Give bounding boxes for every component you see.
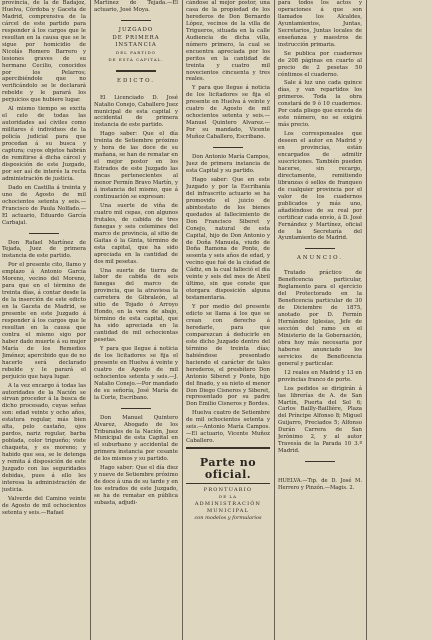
divider: [29, 233, 59, 234]
col4-paragraph: Se publica por cuadernos de 208 páginas en cuarto al precio de 2 pesetas 50 céntimos el cuaderno.: [278, 50, 362, 78]
imprint: HUELVA.—Tip. de D. José M. Herrero y Pinzón.—Magis. 2.: [278, 478, 362, 492]
column-3: [186, 0, 270, 640]
section-title: Parte no oficial.: [199, 456, 257, 482]
col4-paragraph: para todos los actos y operaciones á que son llamados los Alcaldes, Ayuntamientos, Juntas, Secretarios, Juntas locales de enseñanza y maestros de instrucción primaria.: [278, 0, 362, 48]
divider: [121, 20, 151, 21]
col2-paragraph: Don Manuel Quintero Alvarez, Abogado de los Tribunales de la Nación, Juez Municipal de esta Capital en el suburbano y accidental de primera instancia por cesante de los mismos y su partido.: [94, 414, 178, 463]
column-rule: [366, 0, 367, 640]
col1-paragraph: provincia, de la de Badajoz, Huelva, Córdoba y Gaceta de Madrid, comprensiva de la cárcel de este partido para responder á los cargos que le resultan en la causa que se le sigue por homicidio de Nicolás Romero Barrero y lesiones graves de su hermano Cecilio, conocidos por los Pelarros; apercibiéndole que no verificándolo se le declarará rebelde y le parará los perjuicios que hubiere lugar.: [2, 0, 86, 104]
edicto-heading: EDICTO.: [117, 77, 155, 84]
col2-paragraph: El Licenciado D. José Natalio Conejo, Caballero Juez municipal de esta capital y accidental de primera instancia de este partido.: [94, 94, 178, 129]
col4-paragraph: Los pedidos se dirigirán á las librerías de A. de San Martín, Puerta del Sol 6; Carlos Bailly-Baillière, Plaza del Príncipe Alfonso 8; Miguel Guijarro, Preciados 5; Alfonso Durán Carrera de San Jerónimo 2, y al autor Travesía de la Parada 10 3.º Madrid.: [278, 385, 362, 455]
col3-paragraph: Y por medio del presente edicto se llama á los que se crean con derecho á heredarle, para que comparezcan á deducirle en este dicho Juzgado dentro del término de treinta días; habiéndose presentado haciendo el carácter de tales herederos, el presbítero Don Antonio Siberet y Ponte, hijo del finado, y su nieto el menor Don Diego Cisneros y Siberet, representado por su padre Don Emilio Cisneros y Bordes.: [186, 304, 270, 408]
court-title: JUZGADO: [118, 26, 154, 33]
divider: [121, 408, 151, 409]
col2-paragraph: Una suerte de viña de cuatro mil cepas, con algunos frutales, de cabida de tres fanegas y seis celemines del marco de provincia, al sitio de Gaitas ó la Ginta, término de esta capital, que ha sido apreciada en la cantidad de dos mil pesetas.: [94, 202, 178, 265]
column-rule: [90, 0, 91, 640]
anuncio-heading: ANUNCIO.: [297, 255, 343, 262]
section-line: con modelos y formularios: [194, 514, 262, 521]
divider: [305, 461, 335, 462]
col1-paragraph: Valverde del Camino veinte de Agosto de mil ochocientos setenta y seis.—Rafael: [2, 495, 86, 516]
col4-paragraph: 12 reales en Madrid y 13 en provincias franco de porte.: [278, 369, 362, 383]
col1-paragraph: Al mismo tiempo se excita el celo de todas las autoridades así civiles como militares é individuos de la policía judicial para que procedan á su busca y captura; cuyos objetos habrán de remitirse á dicha cárcel y disposición de este Juzgado, por ser así de interés la recta administración de justicia.: [2, 106, 86, 182]
col2-paragraph: Martínez de Tejada.—El actuario, José Moya.: [94, 0, 178, 13]
divider: [305, 248, 335, 249]
col3-paragraph: Hago saber: Que en este Juzgado y por la Escribanía del infrascrito actuario se ha promovido el juicio de abintestato de los bienes quedados al fallecimiento de Don Francisco Siberet y Conejo, natural de esta Capital, hijo de Don Antonio y de Doña Manuela, viudo de Doña Ramona de Ponte, de sesenta y seis años de edad, y vecino que fué de la ciudad de Cádiz, en la cual falleció el día veinte y seis del mes de Abril último, sin que conste que otorgara disposición alguna testamentaria.: [186, 176, 270, 302]
col4-paragraph: Los corresponsales que deseen el autor en Madrid y en provincias, están encargados de admitir suscriciones. También pueden hacerse, sin recargo, directamente, remitiendo libranzas ó sellos de franqueo de cualquier provincia por el valor de los cuadernos publicados y más uno, añadiéndose de su real por certificar cada envío, á D. José Fernández y Martínez, oficial de la Secretaría del Ayuntamiento de Madrid.: [278, 131, 362, 242]
col3-paragraph: Y para que llegue á noticia de los licitadores se fija el presente en Huelva á veinte y cuatro de Agosto de mil ochocientos setenta y seis.—Manuel Quintero Alvarez.—Por su mandado, Vicente Muñoz Caballero, Escribano.: [186, 85, 270, 141]
col2-paragraph: Hago saber: Que el día diez y nueve de Setiembre próximo de doce á una de su tarde y en los estrados de este Juzgado, se ha de rematar en pública subasta, adjudi-: [94, 465, 178, 507]
section-line: ADMINISTRACIÓN MUNICIPAL: [194, 501, 262, 514]
column-4: [278, 0, 362, 640]
section-header-box: [186, 447, 270, 484]
column-rule: [274, 0, 275, 640]
col3-paragraph: Huelva cuatro de Setiembre de mil ochocientos setenta y seis.—Antonio María Campos.—El actuario, Vicente Muñoz Caballero.: [186, 410, 270, 445]
column-1: [2, 0, 86, 640]
col3-paragraph: Don Antonio María Campos, Juez de primera instancia de esta Capital y su partido.: [186, 154, 270, 174]
col2-paragraph: Hago saber: Que el día treinta de Setiembre próximo y hora de las doce de su mañana, se han de rematar en el mejor postor en los Estrados de este Juzgado las fincas pertenecientes al menor Fermín Bravo Martín, y á instancia del mismo, que á continuación se expresan:: [94, 131, 178, 200]
column-2: [94, 0, 178, 640]
decorative-rule: [116, 70, 156, 72]
col2-paragraph: Y para que llegue á noticia de los licitadores se fija el presente en Huelva á veinte y cuatro de Agosto de mil ochocientos setenta y seis.—J. Natalio Conejo.—Por mandado de su señoría, José María de la Corte, Escribano.: [94, 345, 178, 401]
col1-paragraph: Don Rafael Martínez de Tejada, Juez de primera instancia de este partido.: [2, 239, 86, 260]
col1-paragraph: Dado en Castilla á treinta y uno de Agosto de mil ochocientos setenta y seis.—Francisco de Paula Nolfado.—El actuario, Eduardo García Carbajal.: [2, 184, 86, 226]
court-subtitle: DE PRIMERA INSTANCIA: [112, 34, 160, 48]
col4-paragraph: Sale á luz uno cada quince días, y van repartidos los primeros. Toda la obra constará de 9 ó 10 cuadernos. Por cada pliego que exceda de este número, no se exigirá más precio.: [278, 80, 362, 129]
col1-paragraph: Por el presente cito, llamo y emplazo á Antonio García Moreno, vecino del Moreno, para que en el término de treinta días, á contar desde la de la inserción de este edicto en la Gaceta de Madrid, se presente en este Juzgado á responder á los cargos que le resultan en la causa que contra el mismo sigo por haber dado muerte á su mujer María de los Remedios Jiménez; apercibido que de no hacerlo será declarado rebelde y le parará el perjuicio que haya lugar.: [2, 262, 86, 380]
col2-paragraph: Una suerte de tierra de labor de cabida de seis fanegas del marco de provincia, que la atraviesa la carretera de Gibraleón, al sitio de Tojado ó Arroyo Hondo, en la vera de abajo, término de esta capital, que ha sido apreciada en la cantidad de mil ochocientas pesetas.: [94, 267, 178, 344]
column-rule: [182, 0, 183, 640]
section-line: DE LA: [219, 494, 237, 500]
col1-paragraph: A la vez encargo á todas las autoridades de la Nación se sirvan proceder á la busca de dicho procesado, cuyas señas son: edad veinte y ocho años, estatura regular, más bien alta, pelo castaño, ojos pardos, nariz regular, barba poblada, color trigueño; viste chaqueta, y es moreno; y habido que sea, se le detenga y remita á disposición de este Juzgado con las seguridades debidas, pues á ello les interesa la administración de justicia.: [2, 382, 86, 493]
col4-paragraph: Tratado práctico de Beneficencia particular, Reglamento para el ejercicio del Protectorado en la Beneficencia particular de 30 de Diciembre de 1875, anotado por D. Fermín Hernández Iglesias, Jefe de sección del ramo en el Ministerio de la Gobernación, obra hoy más necesaria por haberse anunciado los servicios de Beneficencia general y particular.: [278, 270, 362, 367]
divider: [213, 147, 243, 148]
court-line: DEL PARTIDO: [116, 49, 156, 55]
court-line: DE ESTA CAPITAL.: [108, 56, 164, 62]
col3-paragraph: cándose al mejor postor, una casa de la propiedad de los herederos de Don Bernardo López, vecinos de la villa de Trigueros, situada en la calle Audiencia de dicha villa, número primero, la cual se encuentra apreciada por los peritos en la cantidad de treinta y cuatro mil novecientos cincuenta y tres reales.: [186, 0, 270, 83]
section-kicker: PRONTUARIO: [203, 487, 253, 494]
column-5-cropped: [370, 0, 432, 640]
